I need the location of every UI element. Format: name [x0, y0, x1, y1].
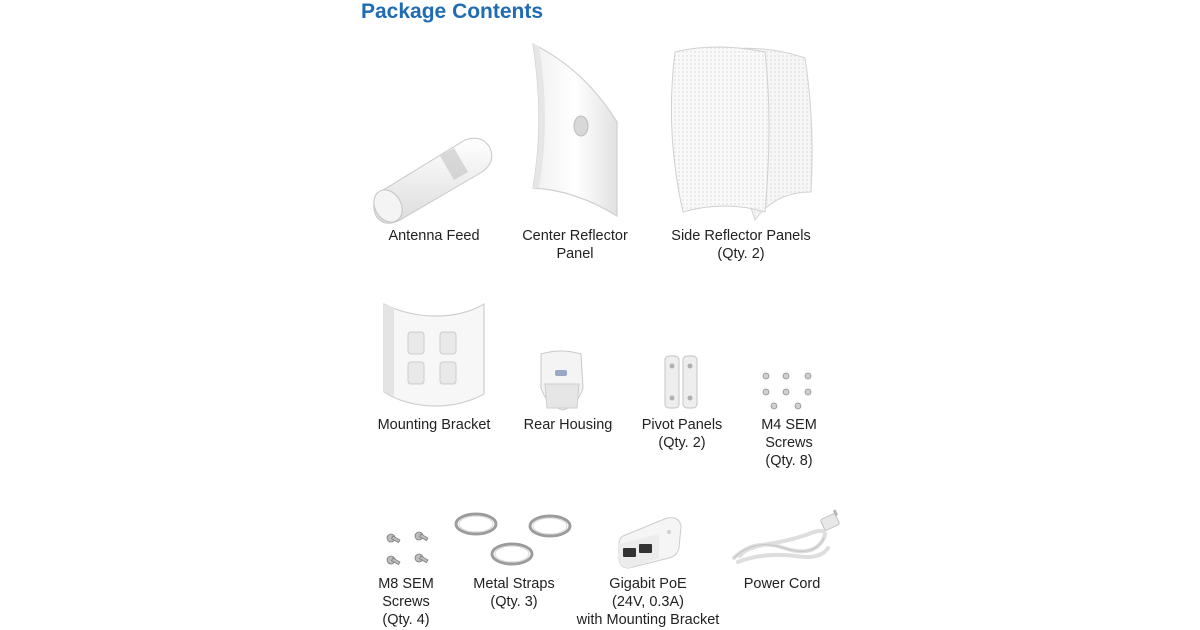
item-caption: Power Cord — [743, 576, 821, 592]
item-caption: Pivot Panels (Qty. 2) — [641, 417, 723, 451]
antenna-feed-icon — [370, 132, 500, 228]
rear-housing-icon — [537, 348, 587, 412]
item-caption: M8 SEM Screws (Qty. 4) — [378, 576, 434, 628]
power-cord-icon — [724, 508, 844, 568]
item-caption: Mounting Bracket — [377, 417, 491, 433]
metal-straps-icon — [452, 508, 578, 574]
page-title: Package Contents — [361, 0, 544, 23]
item-caption: Center Reflector Panel — [522, 228, 628, 262]
pivot-panels-icon — [663, 354, 699, 410]
item-caption: Antenna Feed — [388, 228, 480, 244]
mounting-bracket-icon — [378, 298, 488, 408]
center-reflector-panel-icon — [525, 40, 625, 222]
poe-adapter-icon — [615, 514, 685, 570]
item-caption: Rear Housing — [523, 417, 613, 433]
side-reflector-panels-icon — [665, 42, 817, 222]
item-caption: Metal Straps (Qty. 3) — [473, 576, 555, 610]
item-caption: Gigabit PoE (24V, 0.3A) with Mounting Bracket — [576, 576, 720, 628]
item-caption: M4 SEM Screws (Qty. 8) — [761, 417, 817, 469]
item-caption: Side Reflector Panels (Qty. 2) — [671, 228, 811, 262]
m4-screws-icon — [758, 370, 822, 412]
m8-screws-icon — [381, 528, 431, 574]
